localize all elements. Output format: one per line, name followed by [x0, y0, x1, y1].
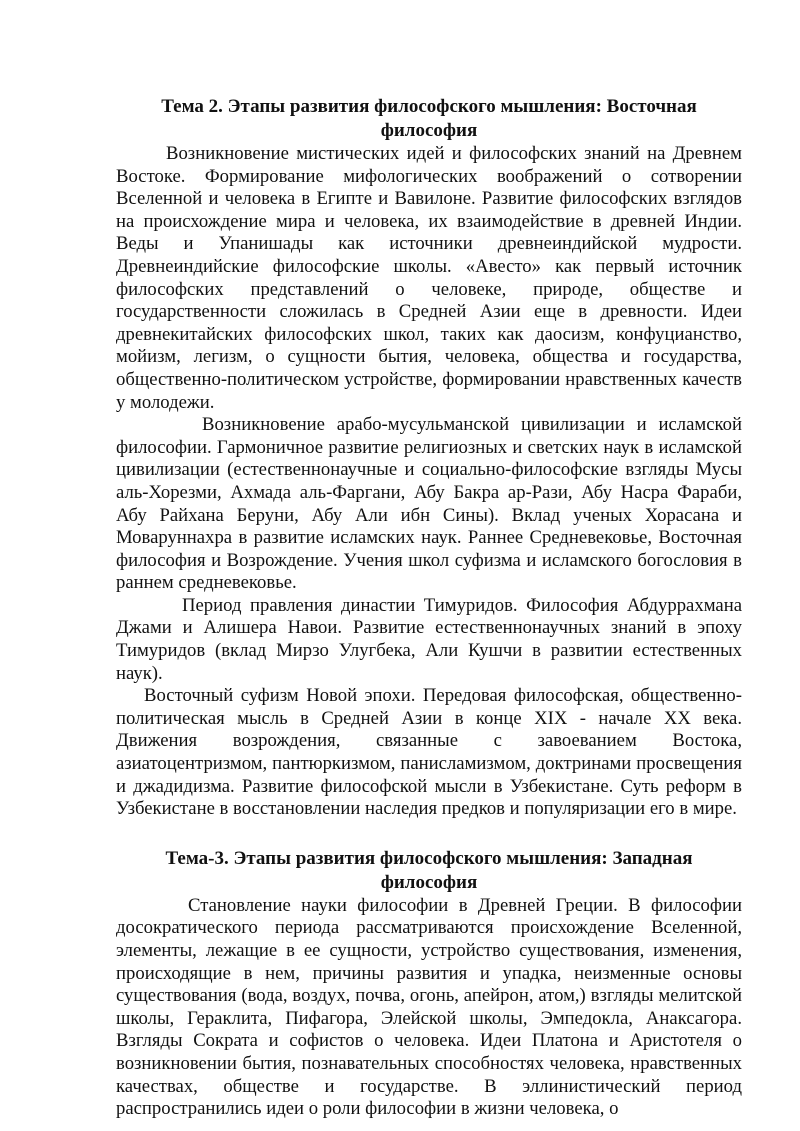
section-2-paragraph-2: Возникновение арабо-мусульманской цивилизации и исламской философии. Гармоничное развитие религиозных и светских наук в исламской цивилизации (естественнонаучные и социально-философские взгляды Мусы аль-Хорезми, Ахмада аль-Фаргани, Абу Бакра ар-Рази, Абу Насра Фараби, Абу Райхана Беруни, Абу Али ибн Сины). Вклад ученых Хорасана и Моваруннахра в развитие исламских наук. Раннее Средневековье, Восточная философия и Возрождение. Учения школ суфизма и исламского богословия в раннем средневековье. — [116, 414, 742, 594]
section-2-paragraph-3: Период правления династии Тимуридов. Философия Абдуррахмана Джами и Алишера Навои. Развитие естественнонаучных знаний в эпоху Тимуридов (вклад Мирзо Улугбека, Али Кушчи в развитии естественных наук). — [116, 594, 742, 684]
section-3-paragraph-1: Становление науки философии в Древней Греции. В философии досократического периода рассматриваются происхождение Вселенной, элементы, лежащие в ее сущности, устройство существования, изменения, происходящие в нем, причины развития и упадка, неизменные основы существования (вода, воздух, почва, огонь, апейрон, атом,) взгляды мелитской школы, Гераклита, Пифагора, Элейской школы, Эмпедокла, Анаксагора. Взгляды Сократа и софистов о человека. Идеи Платона и Аристотеля о возникновении бытия, познавательных способностях человека, нравственных качествах, обществе и государстве. В эллинистический период распространились идеи о роли философии в жизни человека, о — [116, 894, 742, 1120]
section-2-paragraph-1: Возникновение мистических идей и философских знаний на Древнем Востоке. Формирование мифологических воображений о сотворении Вселенной и человека в Египте и Вавилоне. Развитие философских взглядов на происхождение мира и человека, их взаимодействие в древней Индии. Веды и Упанишады как источники древнеиндийской мудрости. Древнеиндийские философские школы. «Авесто» как первый источник философских представлений о человеке, природе, обществе и государственности сложилась в Средней Азии еще в древности. Идеи древнекитайских философских школ, таких как даосизм, конфуцианство, мойизм, легизм, о сущности бытия, человека, общества и государства, общественно-политическом устройстве, формировании нравственных качеств у молодежи. — [116, 143, 742, 413]
section-2-title: Тема 2. Этапы развития философского мышления: Восточная философия — [161, 96, 697, 141]
section-3-title: Тема-3. Этапы развития философского мышления: Западная философия — [165, 847, 693, 893]
section-2-paragraph-4: Восточный суфизм Новой эпохи. Передовая философская, общественно-политическая мысль в Средней Азии в конце XIX - начале XX века. Движения возрождения, связанные с завоеванием Востока, азиатоцентризмом, пантюркизмом, панисламизмом, доктринами просвещения и джадидизма. Развитие философской мысли в Узбекистане. Суть реформ в Узбекистане в восстановлении наследия предков и популяризации его в мире. — [116, 685, 742, 820]
